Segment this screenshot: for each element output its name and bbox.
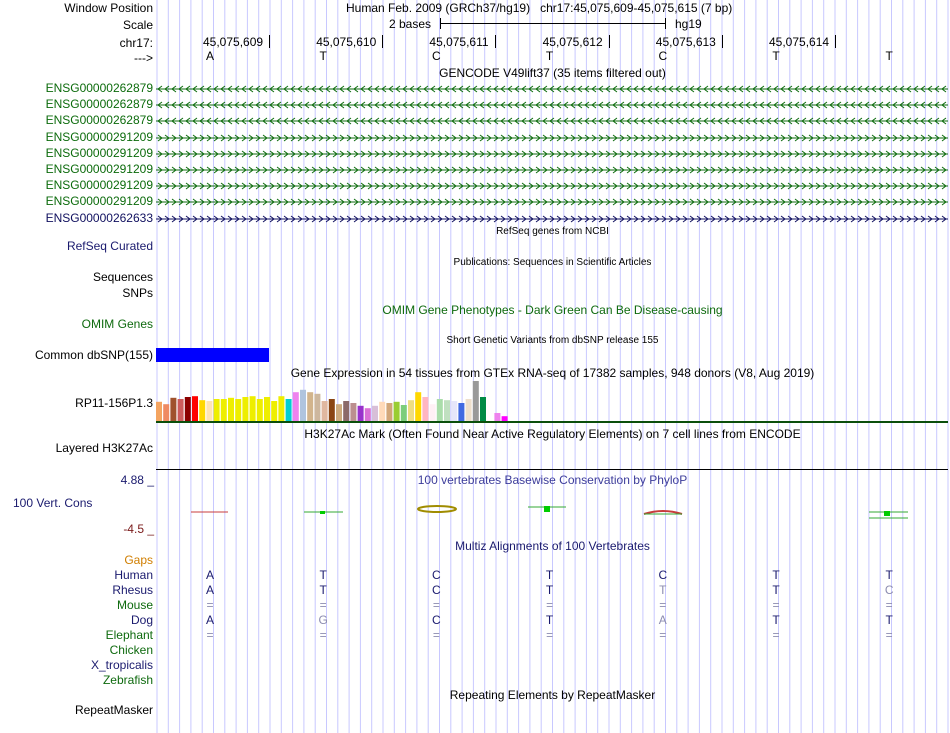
gene-label[interactable]: ENSG00000291209 [45, 145, 153, 160]
aligned-base: T [885, 568, 893, 582]
gtex-tissue-bar[interactable] [199, 400, 205, 421]
species-label[interactable]: Dog [130, 613, 153, 627]
species-label[interactable]: Chicken [109, 643, 153, 657]
omim-track-title: OMIM Gene Phenotypes - Dark Green Can Be Disease-causing [382, 303, 723, 317]
gtex-tissue-bar[interactable] [250, 396, 256, 421]
gaps-track-label[interactable]: Gaps [124, 553, 153, 567]
gtex-tissue-bar[interactable] [278, 396, 284, 421]
aligned-base: A [205, 568, 214, 582]
scale-bar-right-tick [665, 18, 666, 29]
aligned-base: G [318, 613, 328, 627]
gtex-tissue-bar[interactable] [264, 397, 270, 421]
aligned-base: A [658, 613, 667, 627]
gtex-tissue-bar[interactable] [394, 402, 400, 421]
species-label[interactable]: Rhesus [112, 583, 153, 597]
phylop-track-title: 100 vertebrates Basewise Conservation by PhyloP [417, 473, 688, 487]
gtex-gene-label[interactable]: RP11-156P1.3 [75, 396, 153, 410]
aligned-base: = [885, 628, 893, 642]
gene-label[interactable]: ENSG00000291209 [45, 162, 153, 176]
gene-strand-arrows [156, 216, 948, 222]
gtex-tissue-bar[interactable] [156, 402, 162, 421]
scale-label: Scale [122, 18, 153, 32]
gene-strand-arrows [156, 151, 948, 157]
gtex-tissue-bar[interactable] [170, 398, 176, 421]
gtex-tissue-bar[interactable] [286, 399, 292, 421]
gtex-tissue-bar[interactable] [235, 399, 241, 421]
scale-bar [440, 23, 666, 24]
aligned-base: C [432, 613, 441, 627]
gtex-tissue-bar[interactable] [358, 406, 364, 421]
ruler-coordinate: 45,075,613 [655, 35, 716, 49]
aligned-base: C [432, 583, 441, 597]
gene-label[interactable]: ENSG00000262633 [45, 210, 153, 225]
gtex-tissue-bar[interactable] [451, 401, 457, 421]
gene-feature[interactable] [156, 165, 948, 175]
gtex-tissue-bar[interactable] [487, 399, 493, 421]
gtex-tissue-bar[interactable] [336, 404, 342, 421]
gtex-tissue-bar[interactable] [437, 399, 443, 421]
gtex-tissue-bar[interactable] [415, 392, 421, 421]
gene-feature[interactable] [156, 214, 948, 224]
gtex-tissue-bar[interactable] [422, 397, 428, 421]
phylop-mark [884, 511, 890, 516]
phylop-max-label: 4.88 _ [120, 473, 154, 487]
h3k27ac-track-title: H3K27Ac Mark (Often Found Near Active Regulatory Elements) on 7 cell lines from ENCODE [304, 427, 801, 441]
gtex-tissue-bar[interactable] [350, 403, 356, 421]
aligned-base: T [319, 583, 327, 597]
gtex-tissue-bar[interactable] [257, 399, 263, 421]
gtex-tissue-bar[interactable] [307, 392, 313, 421]
gtex-tissue-bar[interactable] [372, 406, 378, 421]
aligned-base: T [319, 568, 327, 582]
gtex-tissue-bar[interactable] [206, 401, 212, 421]
repeatmasker-track-title: Repeating Elements by RepeatMasker [449, 688, 656, 702]
aligned-base: = [319, 628, 327, 642]
gtex-tissue-bar[interactable] [242, 397, 248, 421]
multiz-track-title: Multiz Alignments of 100 Vertebrates [455, 539, 650, 553]
ruler-coordinate: 45,075,610 [316, 35, 377, 49]
ruler-tick [495, 35, 496, 48]
snps-track-label[interactable]: SNPs [122, 286, 153, 300]
gtex-tissue-bar[interactable] [214, 399, 220, 421]
gene-strand-arrows [156, 199, 948, 205]
gtex-tissue-bar[interactable] [221, 399, 227, 421]
reference-base: T [545, 49, 554, 63]
gtex-tissue-bar[interactable] [228, 398, 234, 421]
aligned-base: = [546, 598, 554, 612]
gene-strand-arrows [156, 135, 948, 141]
gene-label[interactable]: ENSG00000291209 [45, 194, 153, 209]
aligned-base: = [546, 628, 554, 642]
phylop-track-label[interactable]: 100 Vert. Cons [13, 496, 93, 510]
gtex-tissue-bar[interactable] [458, 403, 464, 421]
gtex-tissue-bar[interactable] [386, 403, 392, 421]
dbsnp-variant-block[interactable] [156, 348, 269, 362]
phylop-mark [320, 511, 325, 514]
gene-strand-arrows [156, 102, 948, 108]
reference-base: C [432, 49, 441, 63]
reference-base: C [658, 49, 668, 63]
ruler-coordinate: 45,075,609 [203, 35, 264, 49]
phylop-mark [418, 506, 456, 512]
aligned-base: T [659, 583, 667, 597]
ruler-tick [609, 35, 610, 48]
aligned-base: A [205, 583, 214, 597]
aligned-base: = [206, 628, 214, 642]
aligned-base: T [772, 583, 780, 597]
gtex-tissue-bar[interactable] [192, 396, 198, 421]
gtex-tissue-bar[interactable] [185, 397, 191, 421]
phylop-min-label: -4.5 _ [123, 522, 154, 536]
gtex-tissue-bar[interactable] [293, 392, 299, 421]
omim-track-label[interactable]: OMIM Genes [81, 317, 153, 331]
publications-track-title: Publications: Sequences in Scientific Articles [453, 257, 652, 268]
phylop-mark [544, 506, 550, 512]
reference-base: T [772, 49, 780, 63]
h3k27ac-track-label[interactable]: Layered H3K27Ac [55, 441, 153, 455]
gene-feature[interactable] [156, 116, 948, 126]
species-label[interactable]: Human [114, 568, 153, 582]
species-label[interactable]: X_tropicalis [90, 658, 153, 672]
ruler-tick [722, 35, 723, 48]
sequences-track-label[interactable]: Sequences [92, 270, 153, 284]
gene-strand-arrows [156, 86, 948, 92]
gtex-tissue-bar[interactable] [343, 401, 349, 421]
assembly-title: Human Feb. 2009 (GRCh37/hg19) chr17:45,075,609-45,075,615 (7 bp) [346, 1, 733, 15]
refseq-track-label[interactable]: RefSeq Curated [66, 239, 153, 253]
refseq-track-title: RefSeq genes from NCBI [496, 226, 609, 237]
aligned-base: = [772, 598, 780, 612]
scale-text: 2 bases [389, 17, 432, 31]
aligned-base: = [319, 598, 327, 612]
gtex-tissue-bar[interactable] [329, 399, 335, 421]
gene-label[interactable]: ENSG00000291209 [45, 129, 153, 144]
reference-base: T [885, 49, 893, 63]
gene-label[interactable]: ENSG00000262879 [45, 81, 153, 95]
gtex-tissue-bar[interactable] [466, 399, 472, 421]
species-label[interactable]: Mouse [116, 598, 153, 612]
aligned-base: T [545, 583, 554, 597]
gtex-tissue-bar[interactable] [401, 405, 407, 421]
aligned-base: = [206, 598, 214, 612]
ruler-tick [382, 35, 383, 48]
gtex-tissue-bar[interactable] [408, 400, 414, 421]
aligned-base: T [885, 613, 893, 627]
gtex-tissue-bar[interactable] [379, 402, 385, 421]
window-position-label: Window Position [64, 1, 153, 15]
gene-feature[interactable] [156, 149, 948, 159]
gtex-track-title: Gene Expression in 54 tissues from GTEx RNA-seq of 17382 samples, 948 donors (V8, Aug 2019) [290, 366, 815, 380]
gene-strand-arrows [156, 167, 948, 173]
aligned-base: C [658, 568, 668, 582]
scale-bar-left-tick [440, 18, 441, 29]
ruler-coordinate: 45,075,611 [429, 35, 489, 49]
gene-feature[interactable] [156, 181, 948, 191]
aligned-base: C [432, 568, 441, 582]
aligned-base: = [432, 598, 440, 612]
aligned-base: = [659, 598, 667, 612]
aligned-base: = [432, 628, 440, 642]
gene-strand-arrows [156, 183, 948, 189]
aligned-base: T [772, 568, 780, 582]
dbsnp-track-label[interactable]: Common dbSNP(155) [34, 348, 153, 362]
repeatmasker-track-label[interactable]: RepeatMasker [74, 703, 153, 717]
h3k27ac-baseline [156, 469, 948, 470]
aligned-base: T [772, 613, 780, 627]
gene-label[interactable]: ENSG00000262879 [45, 113, 153, 128]
reference-base: T [319, 49, 327, 63]
gene-feature[interactable] [156, 100, 948, 110]
gtex-tissue-bar[interactable] [365, 408, 371, 421]
aligned-base: T [545, 568, 554, 582]
chrom-label: chr17: [119, 36, 153, 50]
gene-feature[interactable] [156, 197, 948, 207]
aligned-base: A [205, 613, 214, 627]
gene-feature[interactable] [156, 84, 948, 94]
strand-label: ---> [134, 51, 153, 65]
gtex-tissue-bar[interactable] [322, 401, 328, 421]
ruler-coordinate: 45,075,612 [542, 35, 603, 49]
ruler-tick [835, 35, 836, 48]
species-label[interactable]: Zebrafish [102, 673, 153, 687]
gtex-expression-chart[interactable] [156, 381, 948, 423]
ruler-tick [269, 35, 270, 48]
gtex-tissue-bar[interactable] [178, 399, 184, 421]
reference-base: A [205, 49, 214, 63]
aligned-base: = [772, 628, 780, 642]
ruler-coordinate: 45,075,614 [769, 35, 830, 49]
dbsnp-track-title: Short Genetic Variants from dbSNP release 155 [446, 335, 659, 346]
gtex-tissue-bar[interactable] [271, 401, 277, 421]
aligned-base: = [885, 598, 893, 612]
species-label[interactable]: Elephant [105, 628, 153, 642]
scale-db: hg19 [675, 17, 702, 31]
gene-feature[interactable] [156, 133, 948, 143]
gtex-tissue-bar[interactable] [300, 390, 306, 421]
gtex-tissue-bar[interactable] [502, 416, 508, 421]
gtex-tissue-bar[interactable] [314, 394, 320, 421]
gtex-tissue-bar[interactable] [430, 404, 436, 421]
gene-strand-arrows [156, 118, 948, 124]
gtex-tissue-bar[interactable] [494, 413, 500, 421]
aligned-base: = [659, 628, 667, 642]
gene-label[interactable]: ENSG00000291209 [45, 178, 153, 193]
gene-label[interactable]: ENSG00000262879 [45, 97, 153, 112]
phylop-scores[interactable] [156, 500, 948, 524]
gtex-tissue-bar[interactable] [473, 381, 479, 421]
gtex-tissue-bar[interactable] [480, 397, 486, 421]
aligned-base: T [545, 613, 554, 627]
gtex-tissue-bar[interactable] [163, 404, 169, 421]
gencode-track-title: GENCODE V49lift37 (35 items filtered out) [439, 66, 666, 80]
aligned-base: C [884, 583, 894, 597]
gtex-tissue-bar[interactable] [444, 400, 450, 421]
